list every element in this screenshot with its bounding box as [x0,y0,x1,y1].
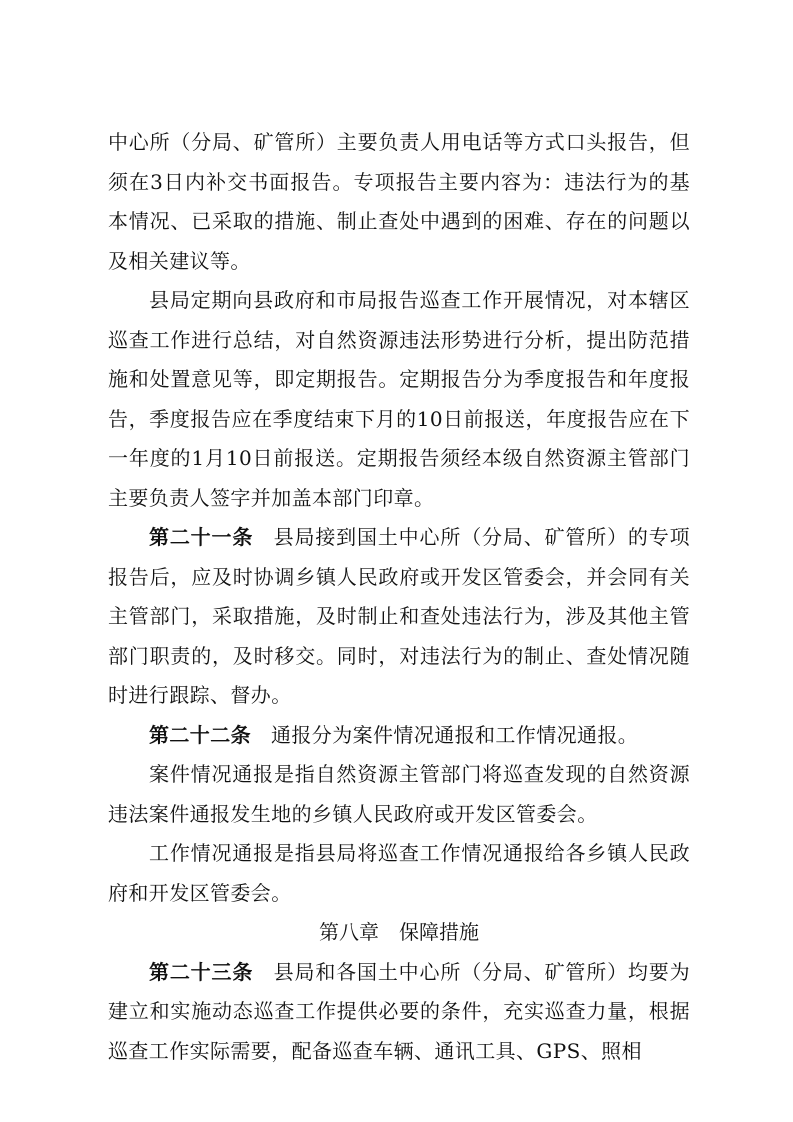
chapter-title: 保障措施 [399,920,479,944]
paragraph-text: 工作情况通报是指县局将巡查工作情况通报给各乡镇人民政府和开发区管委会。 [108,841,690,905]
article-23 [108,953,690,1072]
paragraph-text: 案件情况通报是指自然资源主管部门将巡查发现的自然资源违法案件通报发生地的乡镇人民政府或开发区管委会。 [108,762,690,826]
paragraph-work-notice [108,834,690,913]
paragraph-case-notice [108,755,690,834]
document-body [108,123,690,1071]
paragraph-text: 县局定期向县政府和市局报告巡查工作开展情况，对本辖区巡查工作进行总结，对自然资源违法形势进行分析，提出防范措施和处置意见等，即定期报告。定期报告分为季度报告和年度报告，季度报告应在季度结束下月的10日前报送，年度报告应在下一年度的1月10日前报送。定期报告须经本级自然资源主管部门主要负责人签字并加盖本部门印章。 [108,288,690,510]
article-21 [108,518,690,716]
chapter-heading [108,913,690,953]
paragraph-periodic-report [108,281,690,518]
article-text: 县局接到国土中心所（分局、矿管所）的专项报告后，应及时协调乡镇人民政府或开发区管委会，并会同有关主管部门，采取措施，及时制止和查处违法行为，涉及其他主管部门职责的，及时移交。同时，对违法行为的制止、查处情况随时进行跟踪、督办。 [108,525,691,707]
article-text: 通报分为案件情况通报和工作情况通报。 [271,722,639,747]
paragraph-continuation [108,123,690,281]
article-number: 第二十二条 [149,722,251,747]
chapter-number: 第八章 [319,920,379,944]
article-number: 第二十一条 [149,525,254,549]
paragraph-text: 中心所（分局、矿管所）主要负责人用电话等方式口头报告，但须在3日内补交书面报告。专项报告主要内容为：违法行为的基本情况、已采取的措施、制止查处中遇到的困难、存在的问题以及相关建议等。 [108,130,690,273]
article-text: 县局和各国土中心所（分局、矿管所）均要为建立和实施动态巡查工作提供必要的条件，充实巡查力量，根据巡查工作实际需要，配备巡查车辆、通讯工具、GPS、照相 [108,959,691,1063]
article-22 [108,716,690,756]
article-number: 第二十三条 [149,959,254,984]
